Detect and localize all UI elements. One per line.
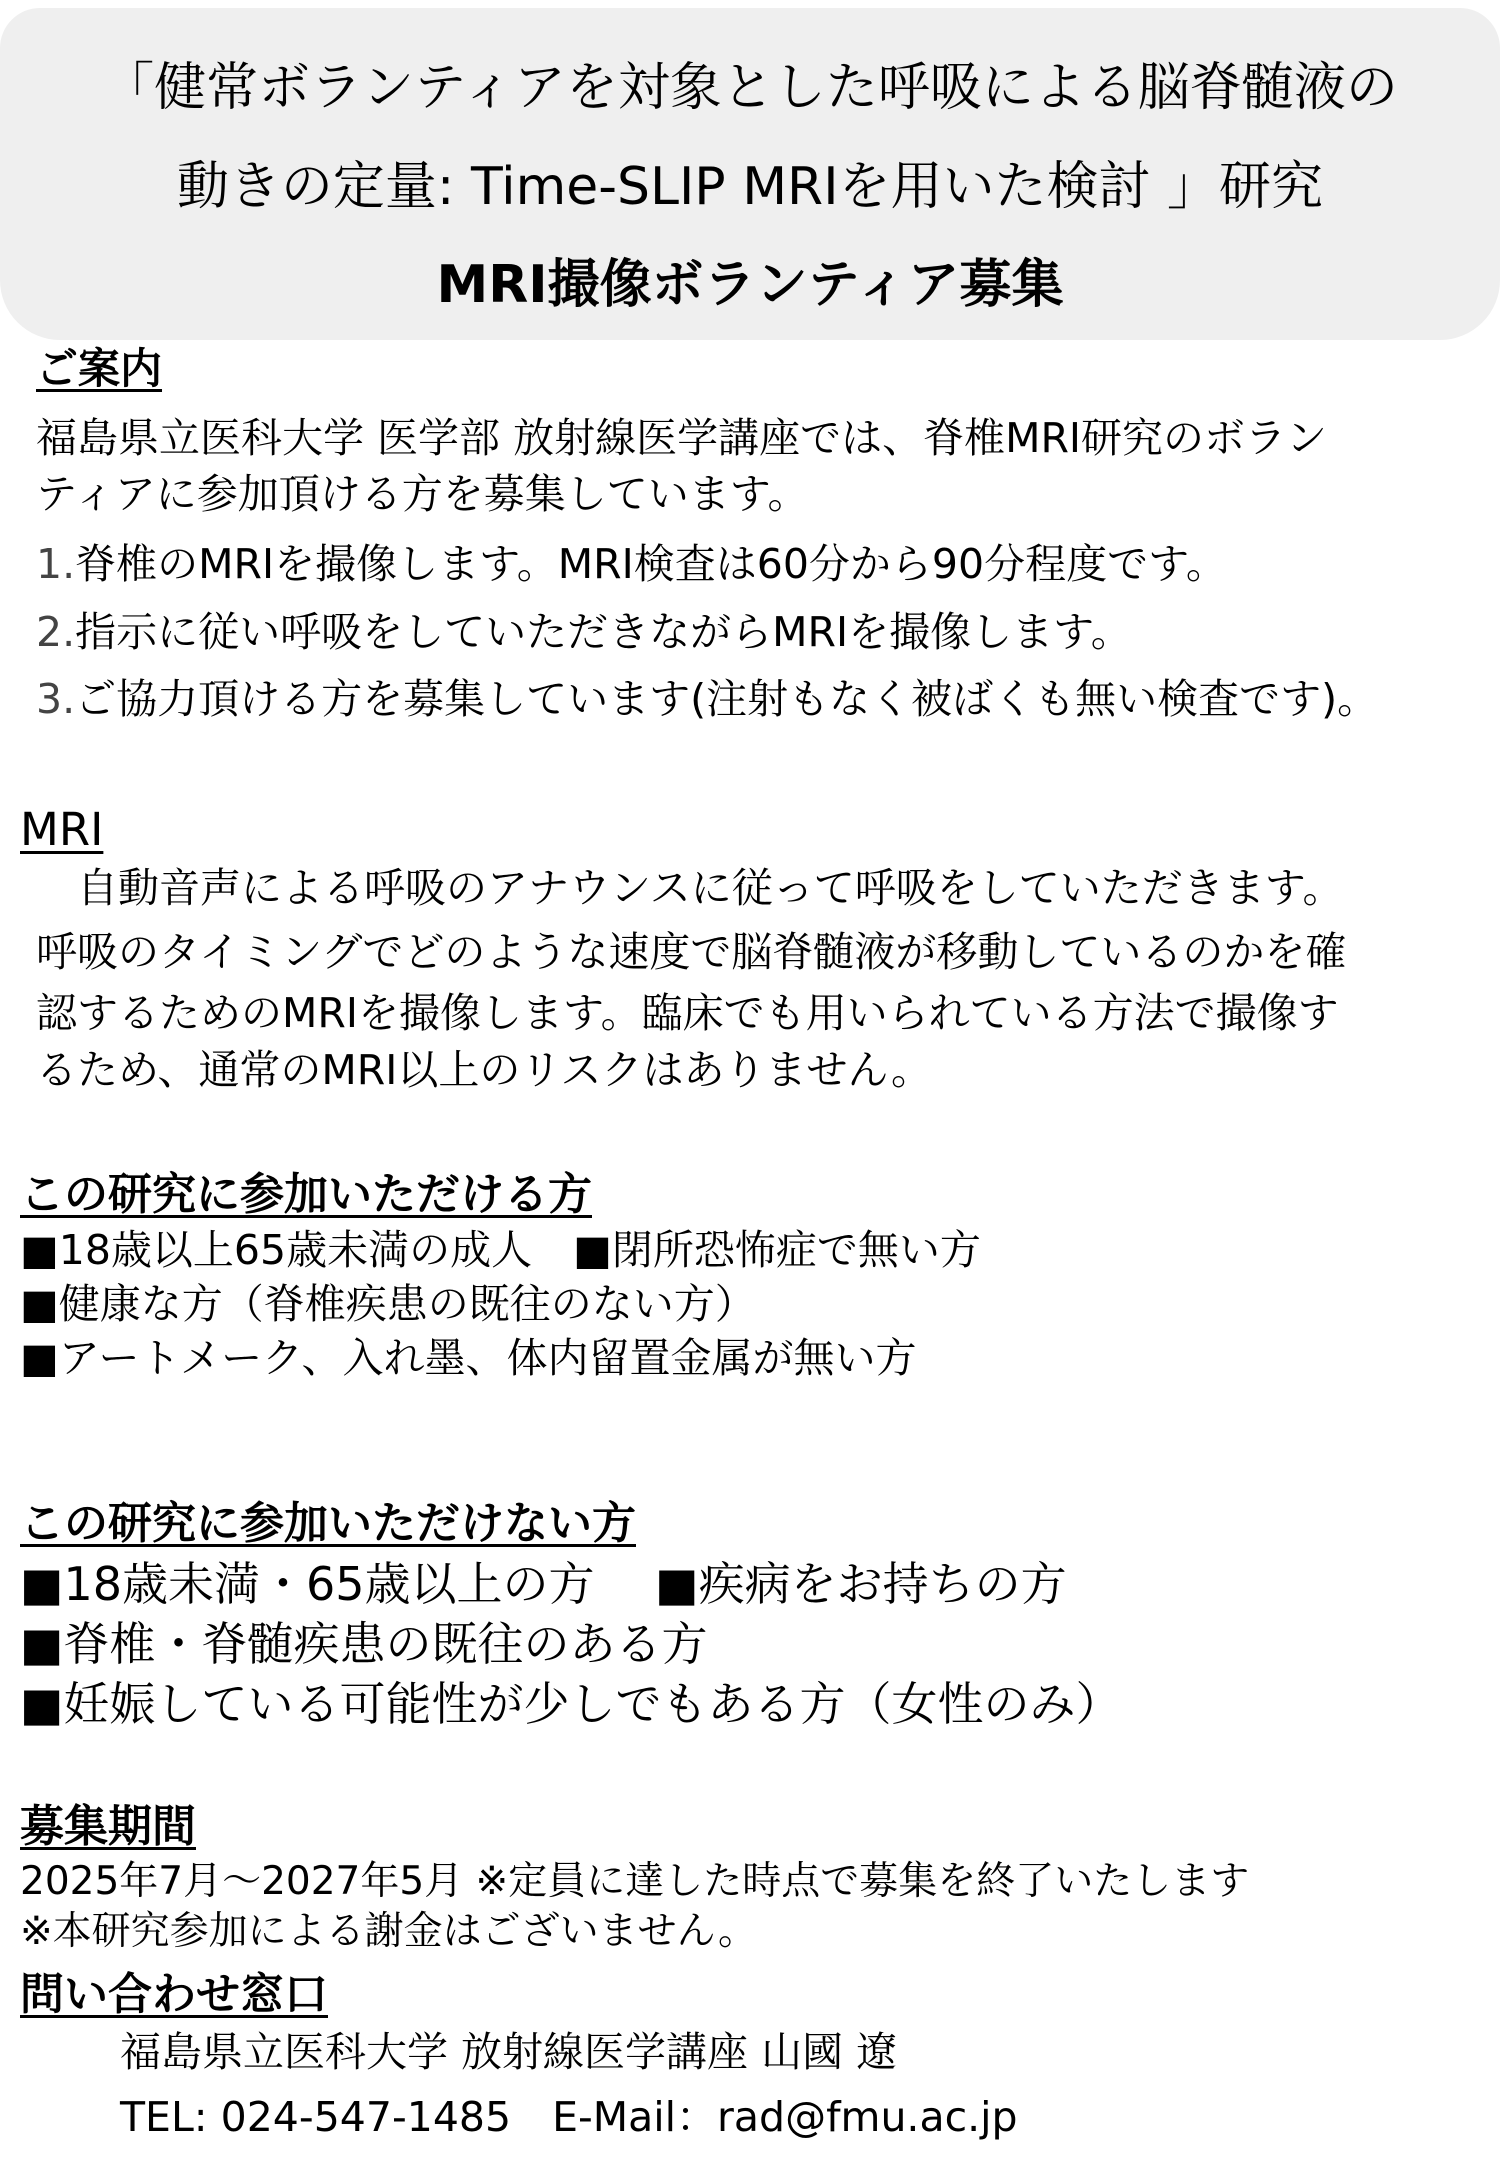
guide-item-number: 3. <box>36 675 76 723</box>
contact-heading: 問い合わせ窓口 <box>20 1969 328 2020</box>
title-line-2: 動きの定量: Time-SLIP MRIを用いた検討 」研究 <box>176 157 1324 217</box>
eligible-line-2: ■健康な方（脊椎疾患の既往のない方） <box>20 1280 756 1328</box>
title-banner <box>0 8 1500 340</box>
guide-item-2 <box>36 608 1132 656</box>
eligible-line-1: ■18歳以上65歳未満の成人 ■閉所恐怖症で無い方 <box>20 1226 981 1274</box>
guide-intro-line-1: 福島県立医科大学 医学部 放射線医学講座では、脊椎MRI研究のボラン <box>36 414 1328 462</box>
title-line-1: 「健常ボランティアを対象とした呼吸による脳脊髄液の <box>102 58 1398 118</box>
contact-organization: 福島県立医科大学 放射線医学講座 山國 遼 <box>120 2028 898 2076</box>
mri-line-3: 認するためのMRIを撮像します。臨床でも用いられている方法で撮像す <box>36 989 1339 1037</box>
ineligible-line-2: ■脊椎・脊髄疾患の既往のある方 <box>20 1617 708 1671</box>
eligible-line-3: ■アートメーク、入れ墨、体内留置金属が無い方 <box>20 1334 917 1382</box>
guide-item-number: 1. <box>36 540 76 588</box>
guide-heading: ご案内 <box>36 344 163 393</box>
period-line-2: ※本研究参加による謝金はございません。 <box>20 1909 758 1954</box>
guide-item-1 <box>36 540 1227 588</box>
eligible-heading: この研究に参加いただける方 <box>20 1169 592 1220</box>
mri-line-2: 呼吸のタイミングでどのような速度で脳脊髄液が移動しているのかを確 <box>36 928 1347 976</box>
guide-item-text: ご協力頂ける方を募集しています(注射もなく被ばくも無い検査です)。 <box>75 675 1379 723</box>
guide-item-text: 指示に従い呼吸をしていただきながらMRIを撮像します。 <box>75 608 1132 656</box>
guide-item-3 <box>36 675 1379 723</box>
period-line-1: 2025年7月～2027年5月 ※定員に達した時点で募集を終了いたします <box>20 1859 1250 1904</box>
ineligible-line-1: ■18歳未満・65歳以上の方 ■疾病をお持ちの方 <box>20 1557 1067 1611</box>
guide-intro-line-2: ティアに参加頂ける方を募集しています。 <box>36 470 809 518</box>
mri-line-1: 自動音声による呼吸のアナウンスに従って呼吸をしていただきます。 <box>36 864 1344 912</box>
contact-tel-email: TEL: 024-547-1485 E-Mail：rad@fmu.ac.jp <box>120 2093 1018 2141</box>
title-line-3: MRI撮像ボランティア募集 <box>436 255 1064 315</box>
mri-heading: MRI <box>20 803 104 856</box>
mri-line-4: るため、通常のMRI以上のリスクはありません。 <box>36 1046 932 1094</box>
period-heading: 募集期間 <box>20 1801 196 1852</box>
guide-item-number: 2. <box>36 608 76 656</box>
ineligible-heading: この研究に参加いただけない方 <box>20 1498 636 1549</box>
guide-item-text: 脊椎のMRIを撮像します。MRI検査は60分から90分程度です。 <box>75 540 1227 588</box>
ineligible-line-3: ■妊娠している可能性が少しでもある方（女性のみ） <box>20 1677 1122 1731</box>
